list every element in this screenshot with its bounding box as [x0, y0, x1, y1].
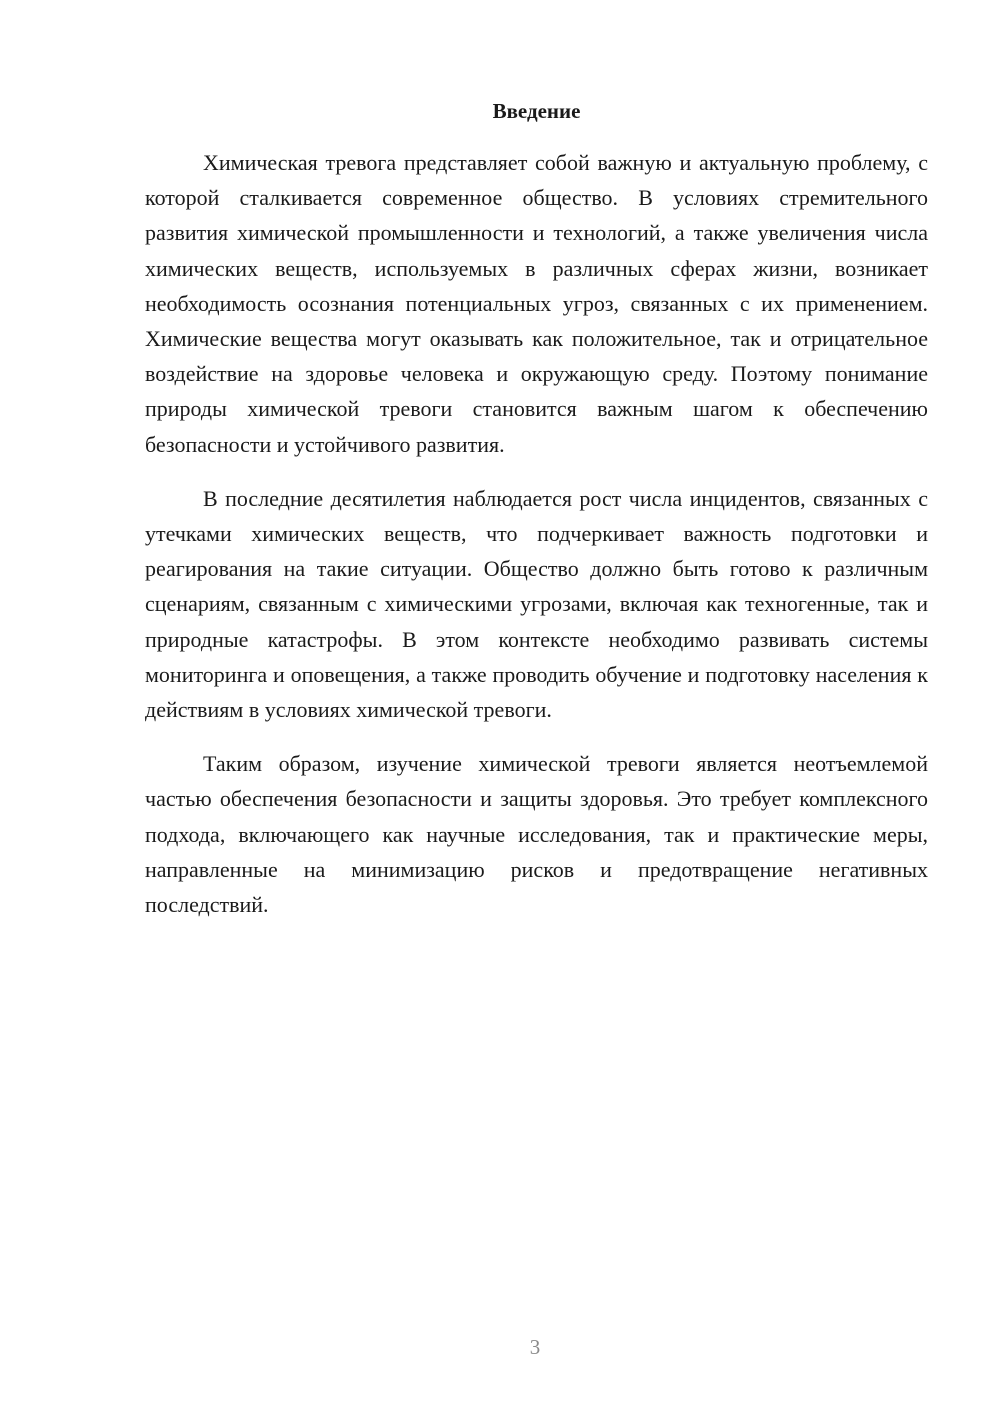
page-number: 3: [529, 1335, 541, 1359]
section-title: Введение: [492, 99, 581, 123]
paragraph-3: Таким образом, изучение химической тревоги является неотъемлемой частью обеспечения безопасности и защиты здоровья. Это требует комплексного подхода, включающего как научные исследования, так и практические меры, направленные на минимизацию рисков и предотвращение негативных последствий.: [145, 751, 928, 918]
paragraph-1: Химическая тревога представляет собой важную и актуальную проблему, с которой сталкивается современное общество. В условиях стремительного развития химической промышленности и технологий, а также увеличения числа химических веществ, используемых в различных сферах жизни, возникает необходимость осознания потенциальных угроз, связанных с их применением. Химические вещества могут оказывать как положительное, так и отрицательное воздействие на здоровье человека и окружающую среду. Поэтому понимание природы химической тревоги становится важным шагом к обеспечению безопасности и устойчивого развития.: [145, 150, 928, 457]
page-content: [145, 96, 928, 922]
paragraph-2: В последние десятилетия наблюдается рост числа инцидентов, связанных с утечками химических веществ, что подчеркивает важность подготовки и реагирования на такие ситуации. Общество должно быть готово к различным сценариям, связанным с химическими угрозами, включая как техногенные, так и природные катастрофы. В этом контексте необходимо развивать системы мониторинга и оповещения, а также проводить обучение и подготовку населения к действиям в условиях химической тревоги.: [145, 485, 928, 723]
